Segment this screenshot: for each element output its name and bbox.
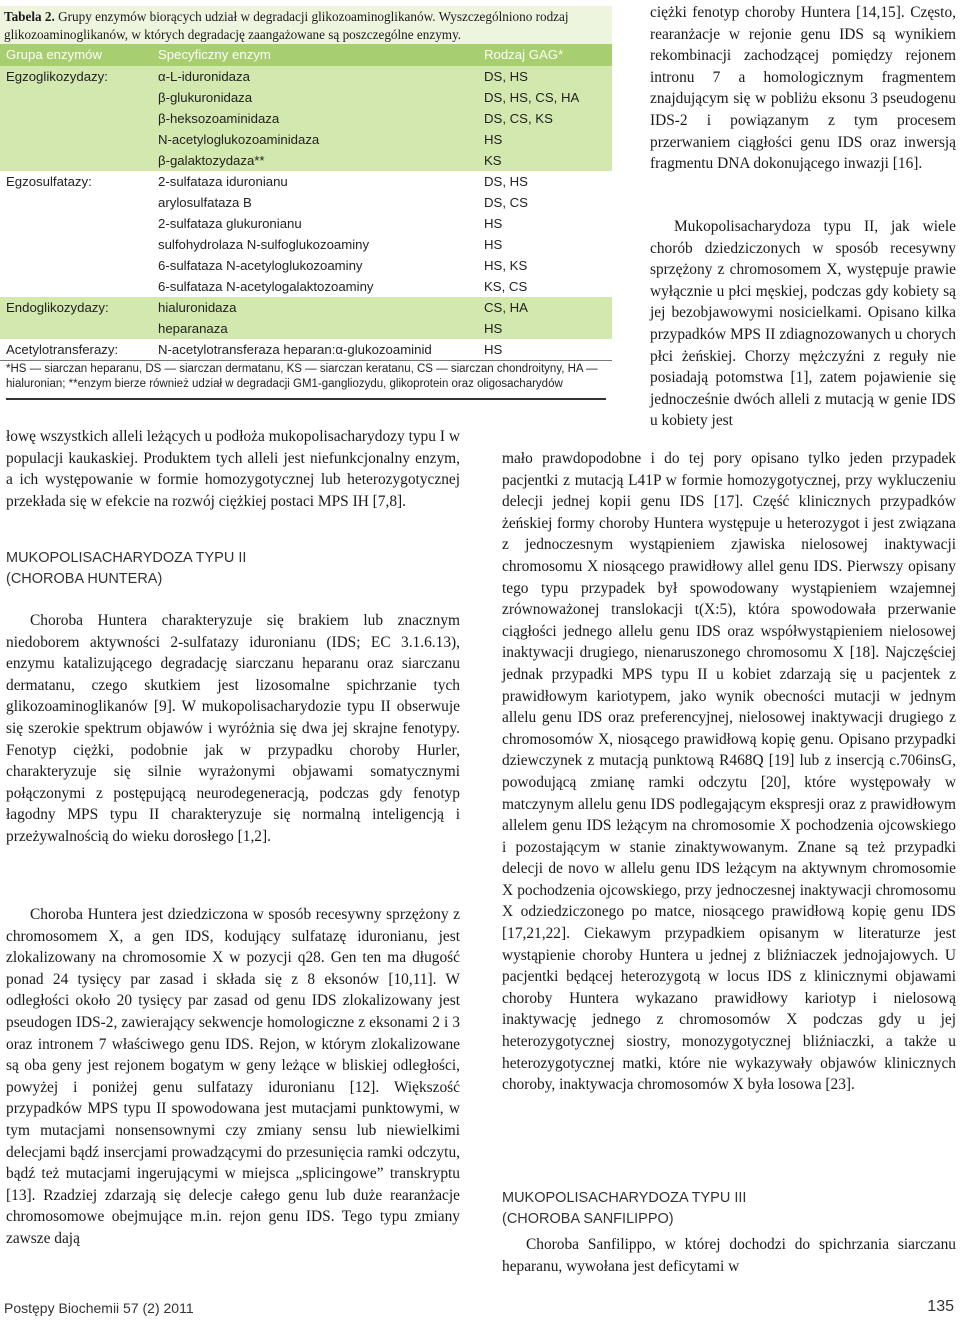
cell-gag: HS <box>484 216 503 231</box>
table-row <box>0 234 612 255</box>
header-group: Grupa enzymów <box>6 47 103 62</box>
cell-enzyme: 2-sulfataza glukuronianu <box>158 216 302 231</box>
cell-enzyme: arylosulfataza B <box>158 195 252 210</box>
table-group-egzoglikozydazy <box>0 66 612 171</box>
cell-gag: DS, CS <box>484 195 528 210</box>
cell-gag: KS, CS <box>484 279 528 294</box>
table-row <box>0 171 612 192</box>
right-top-paragraph-1: ciężki fenotyp choroby Huntera [14,15]. Często, rearanżacje w rejonie genu IDS są wynikiem rekombinacji zachodzącej pomiędzy rejonem intronu 7 a homologicznym fragmentem znajdującym się w pobliżu eksonu 3 pseudogenu IDS-2 i powiązanym z tym procesem przerwaniem ciągłości genu IDS oraz inwersją fragmentu DNA dokonującego inwazji [16]. <box>650 4 956 173</box>
table-row <box>0 297 612 318</box>
cell-gag: DS, CS, KS <box>484 111 553 126</box>
cell-enzyme: β-heksozoaminidaza <box>158 111 280 126</box>
table-row <box>0 255 612 276</box>
footer-page-number: 135 <box>927 1298 954 1315</box>
cell-enzyme: heparanaza <box>158 321 228 336</box>
header-gag: Rodzaj GAG* <box>484 47 564 62</box>
cell-gag: KS <box>484 153 502 168</box>
cell-enzyme: β-galaktozydaza** <box>158 153 265 168</box>
table-caption <box>0 6 612 44</box>
cell-group: Egzoglikozydazy: <box>6 69 108 84</box>
cell-group: Acetylotransferazy: <box>6 342 119 357</box>
table-group-egzosulfatazy <box>0 171 612 297</box>
table-group-endoglikozydazy <box>0 297 612 339</box>
table-row <box>0 192 612 213</box>
table-row <box>0 108 612 129</box>
cell-enzyme: N-acetylotransferaza heparan:α-glukozoaminid <box>158 342 432 357</box>
cell-gag: HS <box>484 132 503 147</box>
cell-enzyme: 6-sulfataza N-acetyloglukozoaminy <box>158 258 363 273</box>
cell-gag: HS <box>484 342 503 357</box>
cell-gag: DS, HS <box>484 174 528 189</box>
table-row <box>0 150 612 171</box>
right-top-paragraph-2: Mukopolisacharydoza typu II, jak wiele chorób dziedziczonych w sposób recesywny sprzężony z chromosomem X, występuje prawie wyłącznie u płci męskiej, podczas gdy kobiety są jej bezobjawowymi nosicielkami. Opisano kilka przypadków MPS II zdiagnozowanych u chorych płci żeńskiej. Chorzy mężczyźni z reguły nie posiadają potomstwa [1], zatem pojawienie się jednocześnie dwóch alleli z mutacją w genie IDS u kobiety jest <box>650 218 956 430</box>
cell-enzyme: 6-sulfataza N-acetylogalaktozoaminy <box>158 279 374 294</box>
section-heading-line-2: (CHOROBA SANFILIPPO) <box>502 1211 674 1227</box>
cell-gag: CS, HA <box>484 300 528 315</box>
cell-enzyme: β-glukuronidaza <box>158 90 253 105</box>
right-paragraph-1: mało prawdopodobne i do tej pory opisano tylko jeden przypadek pacjentki z mutacją L41P w formie homozygotycznej, przy wykluczeniu delecji jednej kopii genu IDS [17]. Część klinicznych przypadków żeńskiej formy choroby Huntera występuje u heterozygot i jest związana z jednoczesnym wystąpieniem zjawiska nielosowej inaktywacji chromosomu X niosącego prawidłowy allel genu IDS. Pierwszy opisany tego typu przypadek był spowodowany wystąpieniem wzajemnej zrównoważonej translokacji t(X:5), która spowodowała przerwanie ciągłości jednego allelu genu IDS oraz współwystąpieniem nielosowej inaktywacji drugiego, nienaruszonego chromosomu X [18]. Najczęściej jednak przypadki MPS typu II u kobiet zdarzają się u pacjentek z prawidłowym kariotypem, jako wynik obecności mutacji w jednym allelu genu IDS oraz preferencyjnej, nielosowej inaktywacji drugiego z chromosomów X, niosącego prawidłową kopię genu. Opisano przypadki dziewczynek z mutacją punktową R468Q [19] lub z insercją c.706insG, powodującą zmianę ramki odczytu [20], które występowały w matczynym allelu genu IDS podlegającym ekspresji oraz z prawidłowym allelem genu IDS leżącym na chromosomie X pochodzenia ojcowskiego i pozostającym w stanie zinaktywowanym. Znane są też przypadki delecji de novo w allelu genu IDS leżącym na aktywnym chromosomie X pochodzenia ojcowskiego, przy jednoczesnej inaktywacji chromosomu X odziedziczonego po matce, niosącego prawidłową kopię genu IDS [17,21,22]. Ciekawym przypadkiem opisanym w literaturze jest wystąpienie choroby Huntera u jednej z bliźniaczek jednojajowych. U pacjentki będącej heterozygotą w locus IDS z klinicznymi objawami choroby Huntera wykazano prawidłowy kariotyp i nielosową inaktywację jednego z chromosomów X podczas gdy u jej heterozygotycznej siostry, monozygotycznej bliźniaczki, a także u heterozygotycznej matki, które nie wykazywały objawów klinicznych choroby, inaktywacja chromosomów X była losowa [23]. <box>502 450 956 1094</box>
right-paragraph-2: Choroba Sanfilippo, w której dochodzi do spichrzania siarczanu heparanu, wywołana jest deficytami w <box>502 1236 956 1275</box>
section-heading-mps2 <box>6 548 460 590</box>
cell-gag: HS <box>484 237 503 252</box>
section-heading-mps3 <box>502 1188 956 1230</box>
table-row <box>0 213 612 234</box>
table-row <box>0 87 612 108</box>
cell-enzyme: hialuronidaza <box>158 300 237 315</box>
table-row <box>0 129 612 150</box>
header-enzyme: Specyficzny enzym <box>158 47 271 62</box>
table-row <box>0 339 612 361</box>
section-heading-line-2: (CHOROBA HUNTERA) <box>6 571 163 587</box>
table-row <box>0 318 612 339</box>
section-heading-line-1: MUKOPOLISACHARYDOZA TYPU II <box>6 550 247 566</box>
cell-enzyme: 2-sulfataza iduronianu <box>158 174 288 189</box>
table-header-row <box>0 44 612 66</box>
cell-group: Endoglikozydazy: <box>6 300 109 315</box>
table-row <box>0 276 612 297</box>
cell-gag: HS, KS <box>484 258 528 273</box>
cell-group: Egzosulfatazy: <box>6 174 92 189</box>
table-caption-text: Grupy enzymów biorących udział w degradacji glikozoaminoglikanów. Wyszczególniono rodzaj glikozoaminoglikanów, w których degradację zaangażowane są poszczególne enzymy. <box>4 9 569 42</box>
left-paragraph-3: Choroba Huntera jest dziedziczona w sposób recesywny sprzężony z chromosomem X, a gen IDS, kodujący sulfatazę iduronianu, jest zlokalizowany na chromosomie X w pozycji q28. Gen ten ma długość ponad 24 tysięcy par zasad i składa się z 8 eksonów [10,11]. W odległości około 20 tysięcy par zasad od genu IDS zlokalizowany jest pseudogen IDS-2, zawierający sekwencje homologiczne z eksonami 2 i 3 oraz intronem 7 właściwego genu IDS. Rejon, w którym zlokalizowane są oba geny jest rejonem bogatym w geny leżące w bliskiej odległości, powyżej i poniżej genu sulfatazy iduronianu [12]. Większość przypadków MPS typu II spowodowana jest mutacjami punktowymi, w tym mutacjami nonsensownymi czy zmiany sensu lub niewielkimi delecjami bądź insercjami prowadzącymi do przesunięcia ramki odczytu, bądź też mutacjami ingerującymi w miejsca „splicingowe” transkryptu [13]. Rzadziej zdarzają się delecje całego genu lub duże rearanżacje chromosomowe obejmujące m.in. rejon genu IDS. Tego typu zmiany zawsze dają <box>6 906 460 1247</box>
table-caption-label: Tabela 2. <box>4 9 55 24</box>
cell-enzyme: α-L-iduronidaza <box>158 69 250 84</box>
cell-enzyme: sulfohydrolaza N-sulfoglukozoaminy <box>158 237 370 252</box>
left-paragraph-2: Choroba Huntera charakteryzuje się brakiem lub znacznym niedoborem aktywności 2-sulfatazy iduronianu (IDS; EC 3.1.6.13), enzymu katalizującego degradację siarczanu heparanu oraz siarczanu dermatanu, czego skutkiem jest lizosomalne spichrzanie tych glikozoaminoglikanów [9]. W mukopolisacharydozie typu II obserwuje się szerokie spektrum objawów i wyróżnia się dwa jej skrajne fenotypy. Fenotyp ciężki, podobnie jak w przypadku choroby Hurler, charakteryzuje się silnie wyrażonymi objawami somatycznymi połączonymi z postępującą neurodegeneracją, podczas gdy fenotyp łagodny MPS typu II charakteryzuje się normalną inteligencją i przeżywalnością do wieku dorosłego [1,2]. <box>6 612 460 845</box>
enzyme-table <box>0 44 612 361</box>
left-paragraph-1: łowę wszystkich alleli leżących u podłoża mukopolisacharydozy typu I w populacji kaukaskiej. Produktem tych alleli jest niefunkcjonalny enzym, a ich występowanie w formie homozygotycznej lub heterozygotycznej przekłada się w efekcie na rozwój ciężkiej postaci MPS IH [7,8]. <box>6 428 460 510</box>
table-footnote: *HS — siarczan heparanu, DS — siarczan dermatanu, KS — siarczan keratanu, CS — siarczan chondroityny, HA — hialuronian; **enzym bierze również udział w degradacji GM1-gangliozydu, glikoprotein oraz oligosacharydów <box>6 362 606 400</box>
section-heading-line-1: MUKOPOLISACHARYDOZA TYPU III <box>502 1190 747 1206</box>
footer-journal: Postępy Biochemii 57 (2) 2011 <box>4 1300 194 1316</box>
cell-gag: HS <box>484 321 503 336</box>
cell-enzyme: N-acetyloglukozoaminidaza <box>158 132 320 147</box>
cell-gag: DS, HS <box>484 69 528 84</box>
cell-gag: DS, HS, CS, HA <box>484 90 580 105</box>
table-row <box>0 66 612 87</box>
